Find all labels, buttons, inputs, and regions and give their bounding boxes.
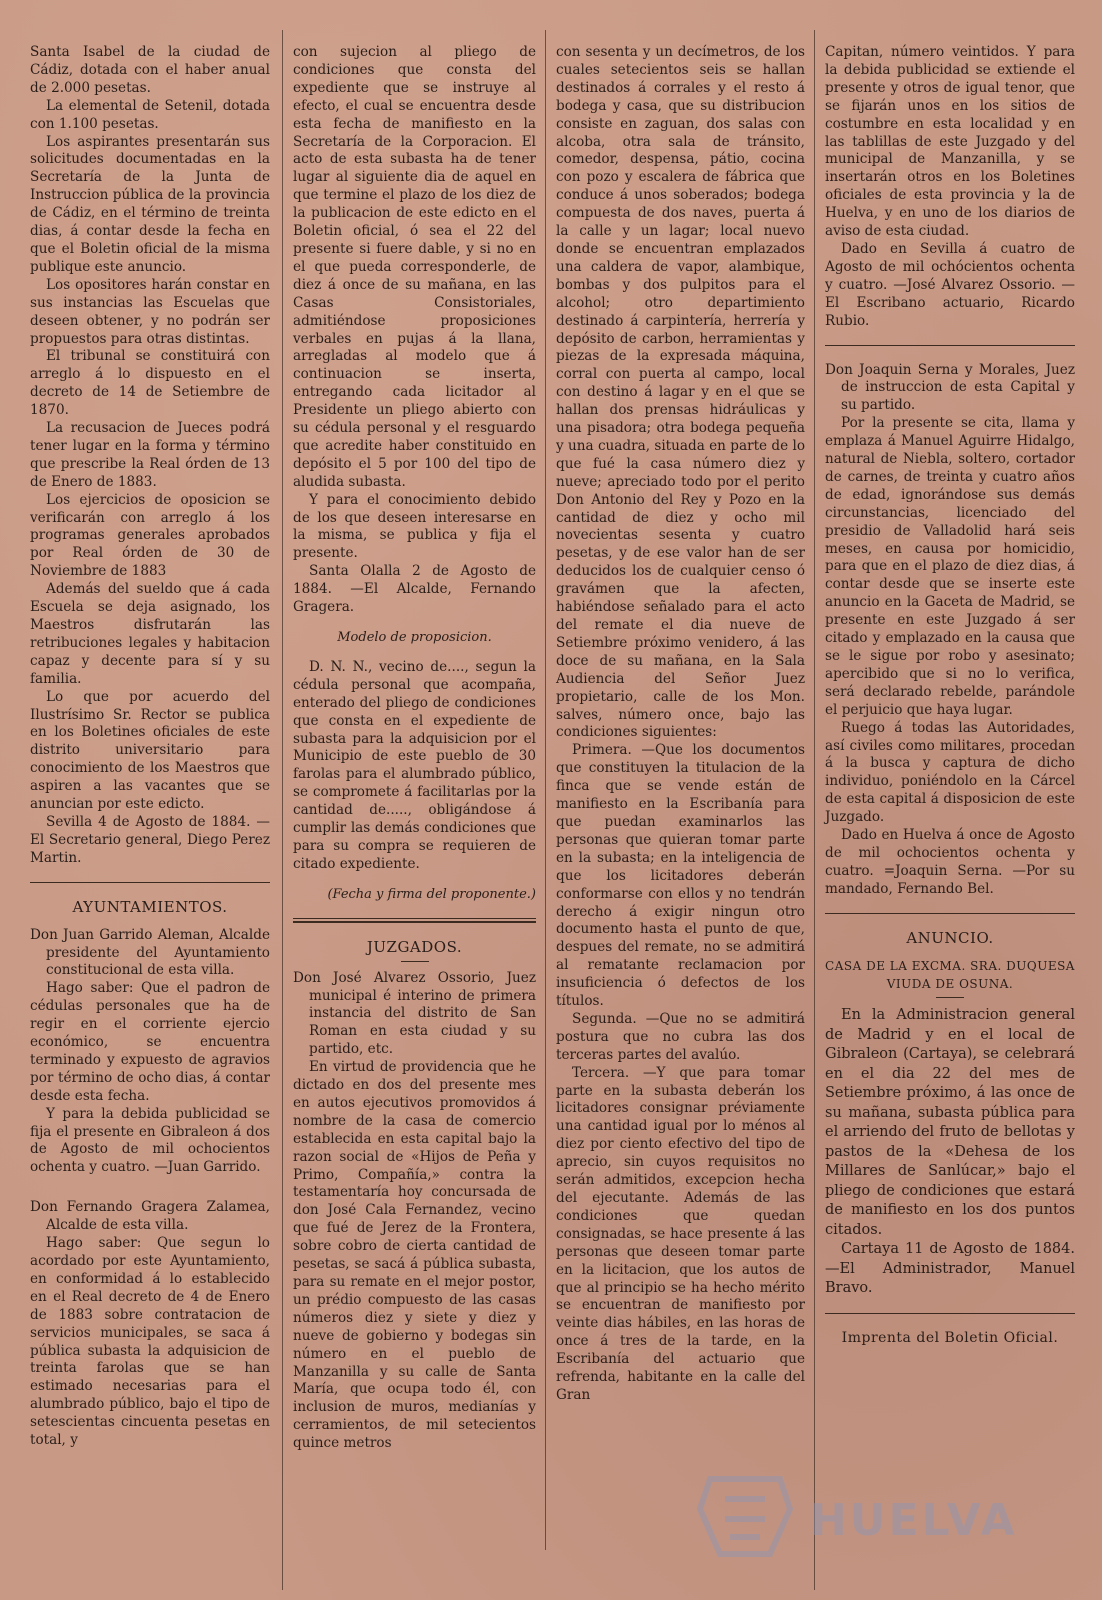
section-rule: [293, 918, 536, 923]
paragraph: con sujecion al pliego de condiciones que consta del expediente que se instruye al efecto, el cual se encuentra desde esta fecha de manifiesto en la Secretaría de la Corporacion. El acto de esta subasta ha de tener lugar al siguiente dia de aquel en que termine el plazo de los diez de la publicacion de este edicto en el Boletin oficial, ó sea el 22 del presente si fuere dable, y si no en el que pueda corresponderle, de diez á once de su mañana, en las Casas Consistoriales, admitiéndose proposiciones verbales en pujas á la llana, arregladas al modelo que á continuacion se inserta, entregando cada licitador al Presidente un pliego abierto con su cédula personal y el resguardo que acredite haber constituido en depósito el 5 por 100 del tipo de aludida subasta.: [293, 44, 536, 490]
paragraph: Primera. —Que los documentos que constituyen la titulacion de la finca que se vende están de manifiesto en la Escribanía para que puedan examinarlos las personas que quieran tomar parte en la subasta; en la inteligencia de que los licitadores deberán conformarse con ellos y no tendrán derecho á exigir ningun otro documento hasta el punto de que, despues del remate, no se admitirá al rematante reclamacion por insuficiencia ó defectos de los títulos.: [556, 742, 805, 1010]
section-heading-juzgados: JUZGADOS.: [366, 937, 463, 956]
signature-note: (Fecha y firma del proponente.): [327, 886, 536, 902]
paragraph: Los opositores harán constar en sus instancias las Escuelas que deseen obtener, y no podrán ser propuestos para otras distintas.: [30, 276, 270, 347]
separator: [936, 997, 964, 998]
paragraph: En virtud de providencia que he dictado en dos del presente mes en autos ejecutivos promovidos á nombre de la casa de comercio establecida en esta capital bajo la razon social de «Hijos de Peña y Primo, Compañía,» contra la testamentaría hoy concursada de don José Cala Fernandez, vecino que fué de Jerez de la Frontera, sobre cobro de cierta cantidad de pesetas, se sacá á pública subasta, para su remate en el mejor postor, un prédio compuesto de las casas números diez y siete y diez y nueve de gobierno y bodegas sin número en el pueblo de Manzanilla y su calle de Santa María, que ocupa todo él, con inclusion de muros, medianías y cerramientos, de mil setecientos quince metros: [293, 1059, 536, 1452]
paragraph: Segunda. —Que no se admitirá postura que no cubra las dos terceras partes del avalúo.: [556, 1010, 805, 1063]
advert-subheading: CASA DE LA EXCMA. SRA. DUQUESA VIUDA DE OSUNA.: [825, 958, 1075, 991]
paragraph: con sesenta y un decímetros, de los cuales setecientos seis se hallan destinados á corrales y el resto á bodega y casa, que su distribucion consiste en zaguan, dos salas con alcoba, otra sala de tránsito, comedor, despensa, pátio, cocina con pozo y escalera de fábrica que conduce á unos soberados; bodega compuesta de dos naves, puerta á la calle y un lagar; local nuevo donde se encuentran emplazados una caldera de vapor, alambique, bombas y dos pulpitos para el alcohol; otro departimiento destinado á carpintería, herrería y depósito de carbon, herramientas y piezas de la expresada máquina, corral con puerta al campo, local con destino á lagar y en el que se hallan dos prensas hidráulicas y una pisadora; otra bodega pequeña y una cuadra, situada en parte de lo que fué la casa número diez y nueve; apreciado todo por el perito Don Antonio del Rey y Pozo en la cantidad de diez y ocho mil novecientas sesenta y cuatro pesetas, y de ese valor han de ser deducidos los de cualquier censo ó gravámen que la afecten, habiéndose señalado para el acto del remate el dia nueve de Setiembre próximo venidero, á las doce de su mañana, en la Sala Audiencia del Señor Juez propietario, calle de los Mon. salves, número once, bajo las condiciones siguientes:: [556, 44, 805, 741]
section-heading-anuncio: ANUNCIO.: [906, 928, 994, 947]
paragraph: El tribunal se constituirá con arreglo á lo dispuesto en el decreto de 14 de Setiembre de 1870.: [30, 348, 270, 419]
section-rule: [30, 882, 270, 883]
paragraph: D. N. N., vecino de...., segun la cédula personal que acompaña, enterado del pliego de condiciones que consta en el expediente de subasta para la adquisicion por el Municipio de este pueblo de 30 farolas para el alumbrado público, se compromete á facilitarlas por la cantidad de....., obligándose á cumplir las demás condiciones que para su compra se requieren de citado expediente.: [293, 658, 536, 872]
paragraph: Y para el conocimiento debido de los que deseen interesarse en la misma, se publica y fija el presente.: [293, 491, 536, 562]
column-rule: [282, 30, 283, 1590]
paragraph: Lo que por acuerdo del Ilustrísimo Sr. Rector se publica en los Boletines oficiales de este distrito universitario para conocimiento de los Maestros que aspiren a las vacantes que se anuncian por este edicto.: [30, 688, 270, 813]
column-4: [825, 44, 1075, 1600]
section-rule: [825, 1313, 1075, 1314]
paragraph: Cartaya 11 de Agosto de 1884. —El Administrador, Manuel Bravo.: [825, 1241, 1075, 1297]
paragraph: La elemental de Setenil, dotada con 1.100 pesetas.: [30, 97, 270, 132]
paragraph: Además del sueldo que á cada Escuela se deja asignado, los Maestros disfrutarán las retribuciones legales y habitacion capaz y decente para sí y su familia.: [30, 581, 270, 687]
section-rule: [825, 913, 1075, 914]
column-rule: [814, 30, 815, 1590]
paragraph: Tercera. —Y que para tomar parte en la subasta deberán los licitadores consignar préviamente una cantidad igual por lo ménos al diez por ciento efectivo del tipo de aprecio, sin cuyos requisitos no serán admitidos, excepcion hecha del ejecutante. Además de las condiciones que quedan consignadas, se hace presente á las personas que deseen tomar parte en la licitacion, que los autos de que al principio se ha hecho mérito se encuentran de manifiesto por veinte dias hábiles, en las horas de once á tres de la tarde, en la Escribanía del actuario que refrenda, habitante en la calle del Gran: [556, 1064, 805, 1403]
paragraph: La recusacion de Jueces podrá tener lugar en la forma y término que prescribe la Real órden de 13 de Enero de 1883.: [30, 420, 270, 490]
notice-header: Don Juan Garrido Aleman, Alcalde presidente del Ayuntamiento constitucional de esta villa.: [30, 926, 270, 979]
section-rule: [825, 345, 1075, 346]
paragraph: Ruego á todas las Autoridades, así civiles como militares, procedan á la busca y captura de dicho individuo, poniéndolo en la Cárcel de esta capital á disposicion de este Juzgado.: [825, 719, 1075, 826]
notice-header: Don José Alvarez Ossorio, Juez municipal é interino de primera instancia del distrito de San Roman en esta ciudad y su partido, etc.: [293, 969, 536, 1058]
paragraph: Los aspirantes presentarán sus solicitudes documentadas en la Secretaría de la Junta de Instruccion pública de la provincia de Cádiz, en el término de treinta dias, á contar desde la fecha en que el Boletin oficial de la misma publique este anuncio.: [30, 133, 270, 275]
separator: [401, 961, 429, 962]
paragraph: Sevilla 4 de Agosto de 1884. —El Secretario general, Diego Perez Martin.: [30, 813, 270, 866]
model-title: Modelo de proposicion.: [337, 630, 492, 645]
paragraph: Santa Olalla 2 de Agosto de 1884. —El Alcalde, Fernando Gragera.: [293, 563, 536, 616]
section-heading-ayuntamientos: AYUNTAMIENTOS.: [72, 897, 228, 916]
column-rule: [545, 30, 546, 1550]
paragraph: Los ejercicios de oposicion se verificarán con arreglo á los programas generales aprobados por Real órden de 30 de Noviembre de 1883: [30, 491, 270, 580]
watermark-text: HUELVA: [810, 1495, 1018, 1546]
paragraph: Hago saber: Que segun lo acordado por este Ayuntamiento, en conformidad á lo establecido en el Real decreto de 4 de Enero de 1883 sobre contratacion de servicios municipales, se saca á pública subasta la adquisicion de treinta farolas que se han estimado necesarias para el alumbrado público, bajo el tipo de setescientas cincuenta pesetas en total, y: [30, 1235, 270, 1449]
column-3: [556, 44, 805, 1600]
paragraph: Y para la debida publicidad se fija el presente en Gibraleon á dos de Agosto de mil ochocientos ochenta y cuatro. —Juan Garrido.: [30, 1105, 270, 1176]
paragraph: Santa Isabel de la ciudad de Cádiz, dotada con el haber anual de 2.000 pesetas.: [30, 44, 270, 96]
notice-header: Don Fernando Gragera Zalamea, Alcalde de esta villa.: [30, 1199, 270, 1234]
paragraph: Hago saber: Que el padron de cédulas personales que ha de regir en el corriente ejercio económico, se encuentra terminado y expuesto de agravios por término de ocho dias, á contar desde esta fecha.: [30, 980, 270, 1104]
paragraph: Dado en Huelva á once de Agosto de mil ochocientos ochenta y cuatro. =Joaquin Serna. —Por su mandado, Fernando Bel.: [825, 827, 1075, 897]
paragraph: Por la presente se cita, llama y emplaza á Manuel Aguirre Hidalgo, natural de Niebla, soltero, cortador de carnes, de treinta y cuatro años de edad, ignorándose sus demás circunstancias, licenciado del presidio de Valladolid hará seis meses, en causa por homicidio, para que en el plazo de diez dias, á contar desde que se inserte este anuncio en la Gaceta de Madrid, se presente en este Juzgado á ser citado y emplazado en la causa que se le sigue por robo y asesinato; apercibido que si no lo verifica, será declarado rebelde, parándole el perjuicio que haya lugar.: [825, 415, 1075, 718]
paragraph: Capitan, número veintidos. Y para la debida publicidad se extiende el presente y otros de igual tenor, que se fijarán unos en los sitios de costumbre en esta localidad y en las tablillas de este Juzgado y del municipal de Manzanilla, y se insertarán otros en los Boletines oficiales de esta provincia y la de Huelva, y en uno de los diarios de aviso de esta ciudad.: [825, 44, 1075, 240]
column-1: [30, 44, 270, 1600]
notice-header: Don Joaquin Serna y Morales, Juez de instruccion de esta Capital y su partido.: [825, 361, 1075, 414]
column-2: [293, 44, 536, 1600]
paragraph: En la Administracion general de Madrid y en el local de Gibraleon (Cartaya), se celebrará en el dia 22 del mes de Setiembre próximo, á las once de su mañana, subasta pública para el arriendo del fruto de bellotas y pastos de la «Dehesa de los Millares de Sanlúcar,» bajo el pliego de condiciones que estará de manifiesto en los dos puntos citados.: [825, 1007, 1075, 1238]
paragraph: Dado en Sevilla á cuatro de Agosto de mil ochócientos ochenta y cuatro. —José Alvarez Ossorio. —El Escribano actuario, Ricardo Rubio.: [825, 240, 1075, 329]
printer-imprint: Imprenta del Boletin Oficial.: [841, 1329, 1059, 1346]
